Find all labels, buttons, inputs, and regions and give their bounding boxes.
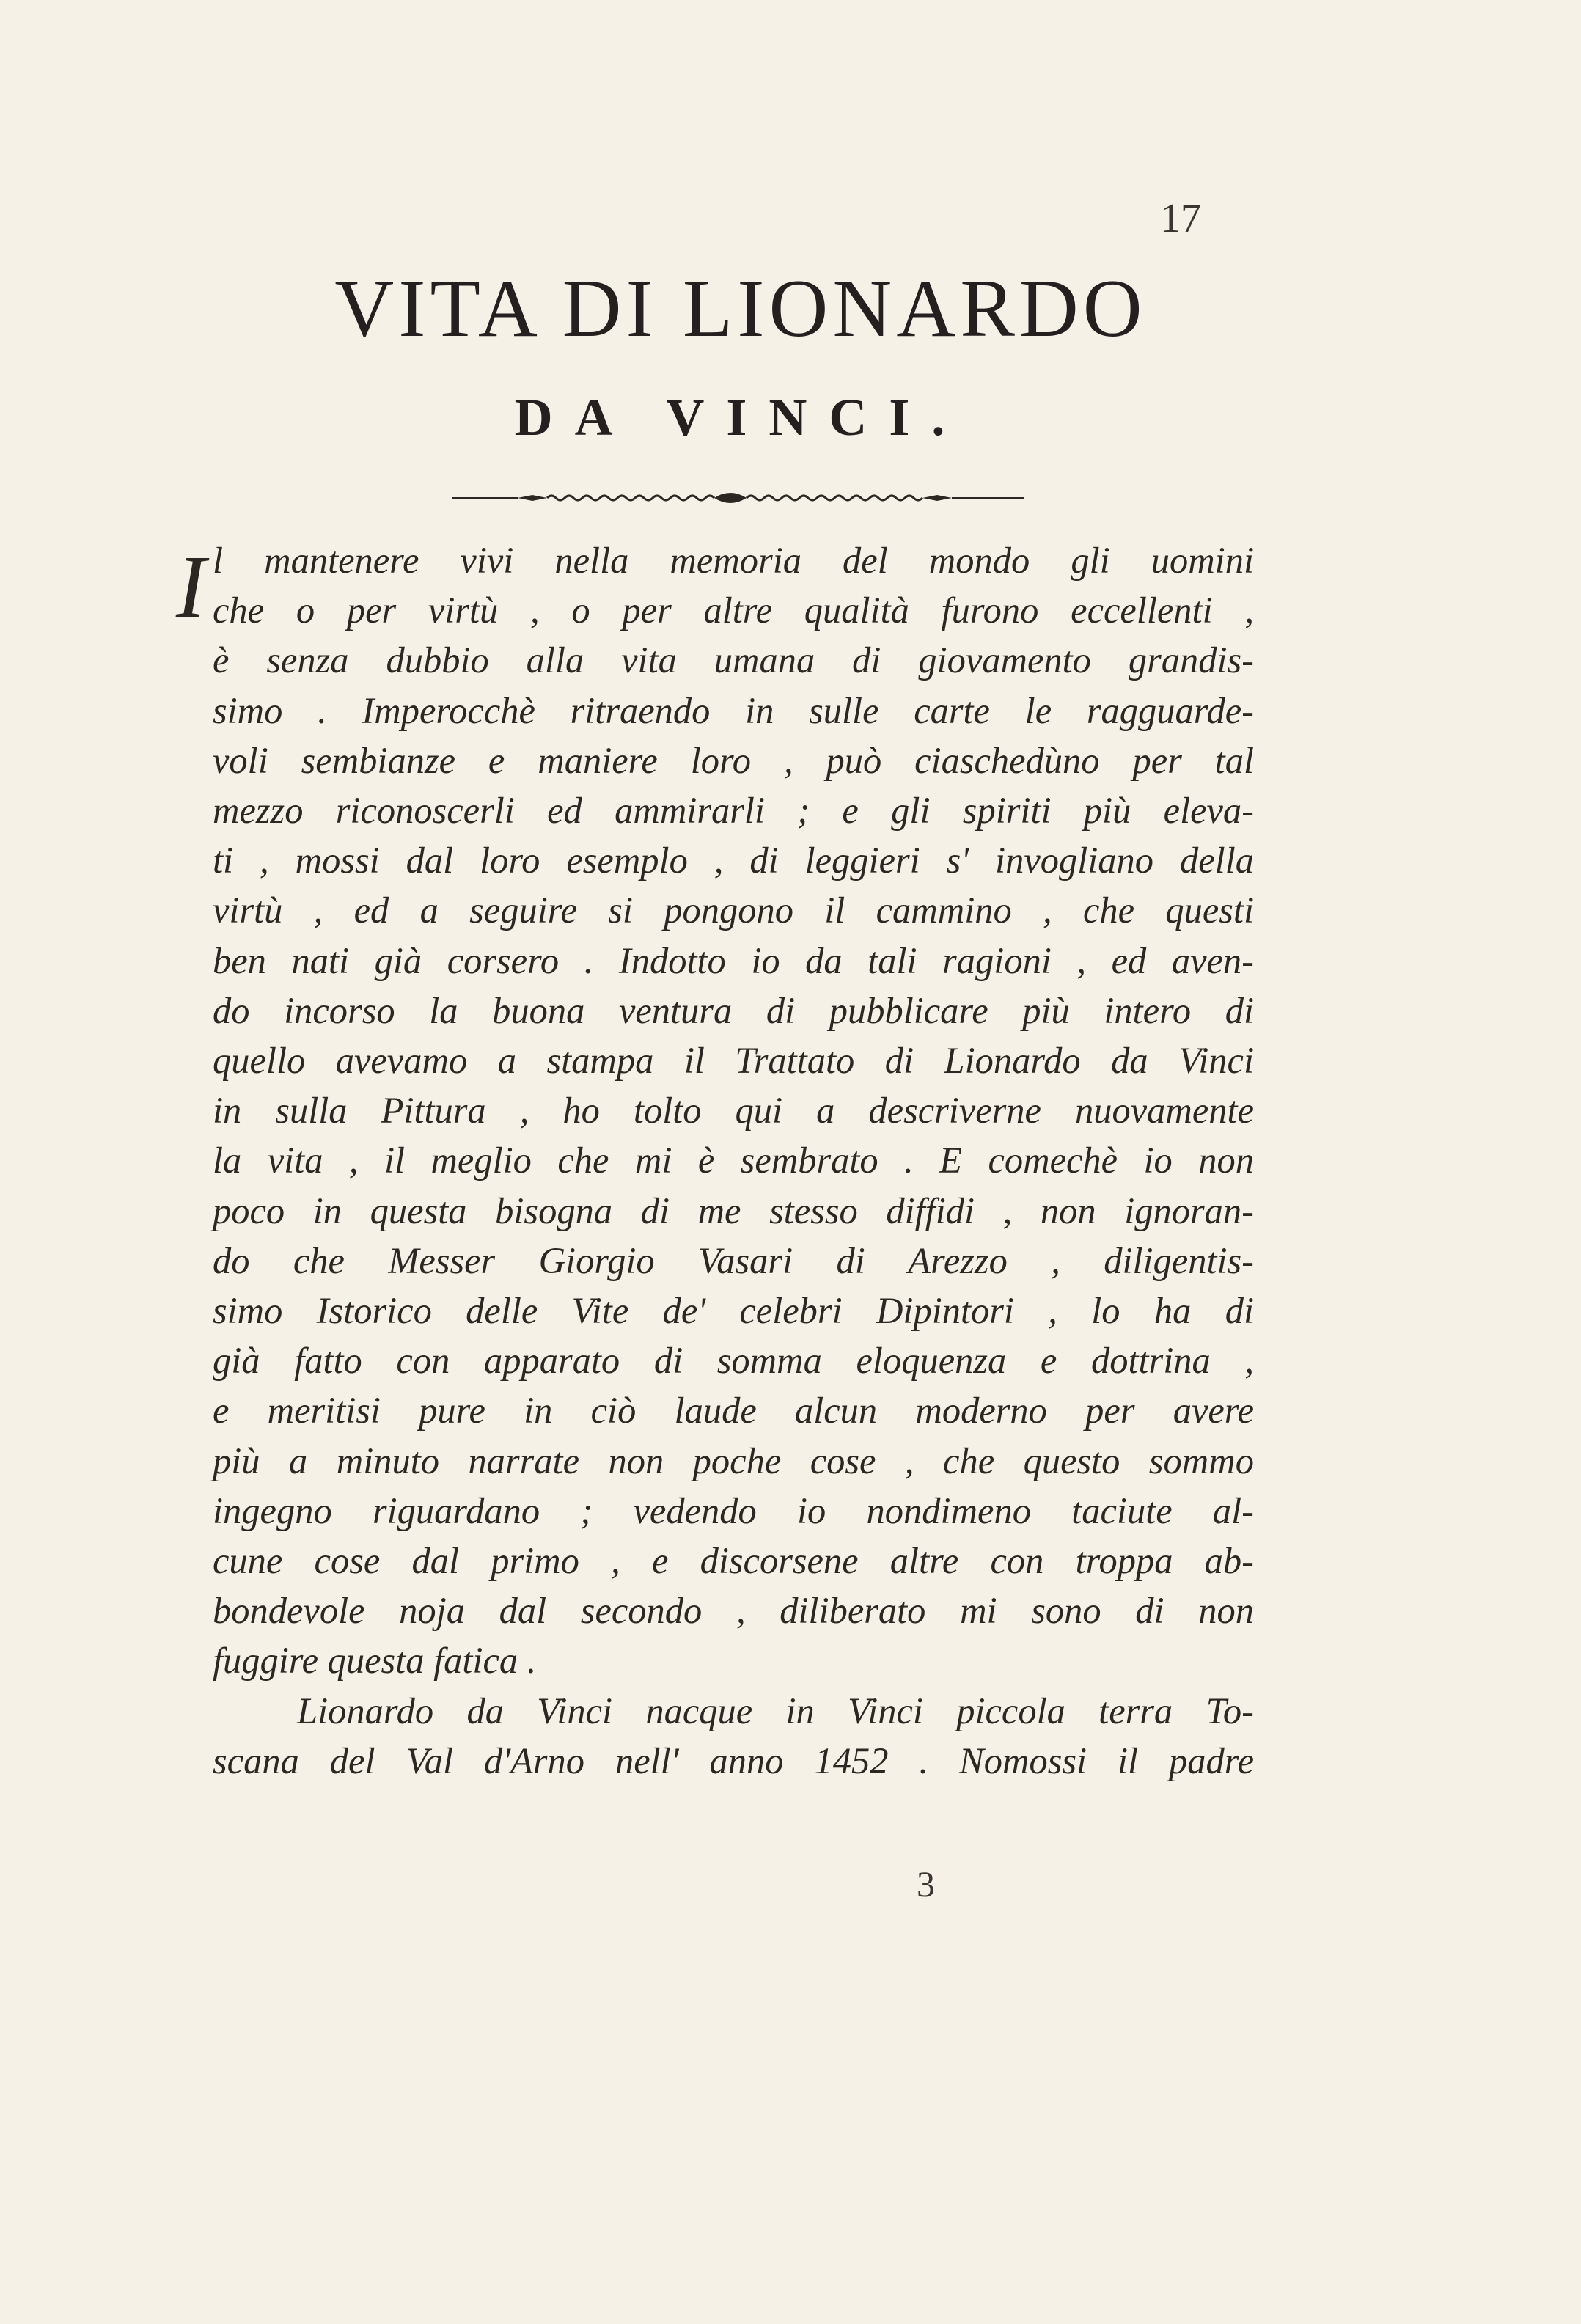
text-line: in sulla Pittura , ho tolto qui a descriverne nuovamente [213, 1090, 1254, 1132]
text-line: voli sembianze e maniere loro , può ciaschedùno per tal [213, 739, 1254, 781]
text-line: poco in questa bisogna di me stesso diffidi , non ignoran- [213, 1190, 1254, 1231]
text-line: bondevole noja dal secondo , diliberato mi sono di non [213, 1590, 1254, 1632]
text-line: mezzo riconoscerli ed ammirarli ; e gli spiriti più eleva- [213, 790, 1254, 832]
text-line: è senza dubbio alla vita umana di giovamento grandis- [213, 639, 1254, 681]
ornament-divider [452, 487, 1024, 509]
text-line: do che Messer Giorgio Vasari di Arezzo , diligentis- [213, 1239, 1254, 1281]
text-line: e meritisi pure in ciò laude alcun moderno per avere [213, 1390, 1254, 1432]
text-line: simo . Imperocchè ritraendo in sulle carte le ragguarde- [213, 689, 1254, 731]
text-line: ingegno riguardano ; vedendo io nondimeno taciute al- [213, 1489, 1254, 1531]
signature-mark: 3 [917, 1863, 935, 1905]
text-line: fuggire questa fatica . [213, 1640, 537, 1682]
text-line: la vita , il meglio che mi è sembrato . E comechè io non [213, 1140, 1254, 1181]
drop-cap: I [176, 538, 206, 637]
page-number: 17 [1160, 196, 1201, 241]
text-line: cune cose dal primo , e discorsene altre con troppa ab- [213, 1540, 1254, 1582]
page-title: VITA DI LIONARDO [334, 263, 1147, 354]
text-line: quello avevamo a stampa il Trattato di Lionardo da Vinci [213, 1040, 1254, 1082]
body-text [213, 535, 1254, 1786]
page-subtitle: DA VINCI. [514, 388, 967, 447]
text-line: già fatto con apparato di somma eloquenza e dottrina , [213, 1340, 1254, 1382]
paragraph-2 [213, 1686, 1254, 1786]
text-line: più a minuto narrate non poche cose , che questo sommo [213, 1440, 1254, 1481]
text-line: simo Istorico delle Vite de' celebri Dipintori , lo ha di [213, 1290, 1254, 1332]
text-line: ben nati già corsero . Indotto io da tali ragioni , ed aven- [213, 939, 1254, 981]
text-line: che o per virtù , o per altre qualità furono eccellenti , [213, 590, 1254, 631]
text-line: do incorso la buona ventura di pubblicare più intero di [213, 989, 1254, 1031]
paragraph-1 [213, 535, 1254, 1686]
text-line: virtù , ed a seguire si pongono il cammino , che questi [213, 890, 1254, 931]
text-line: scana del Val d'Arno nell' anno 1452 . Nomossi il padre [213, 1740, 1254, 1781]
text-line: ti , mossi dal loro esemplo , di leggieri s' invogliano della [213, 840, 1254, 881]
text-line: l mantenere vivi nella memoria del mondo gli uomini [213, 540, 1254, 581]
text-line: Lionardo da Vinci nacque in Vinci piccola terra To- [297, 1690, 1254, 1731]
